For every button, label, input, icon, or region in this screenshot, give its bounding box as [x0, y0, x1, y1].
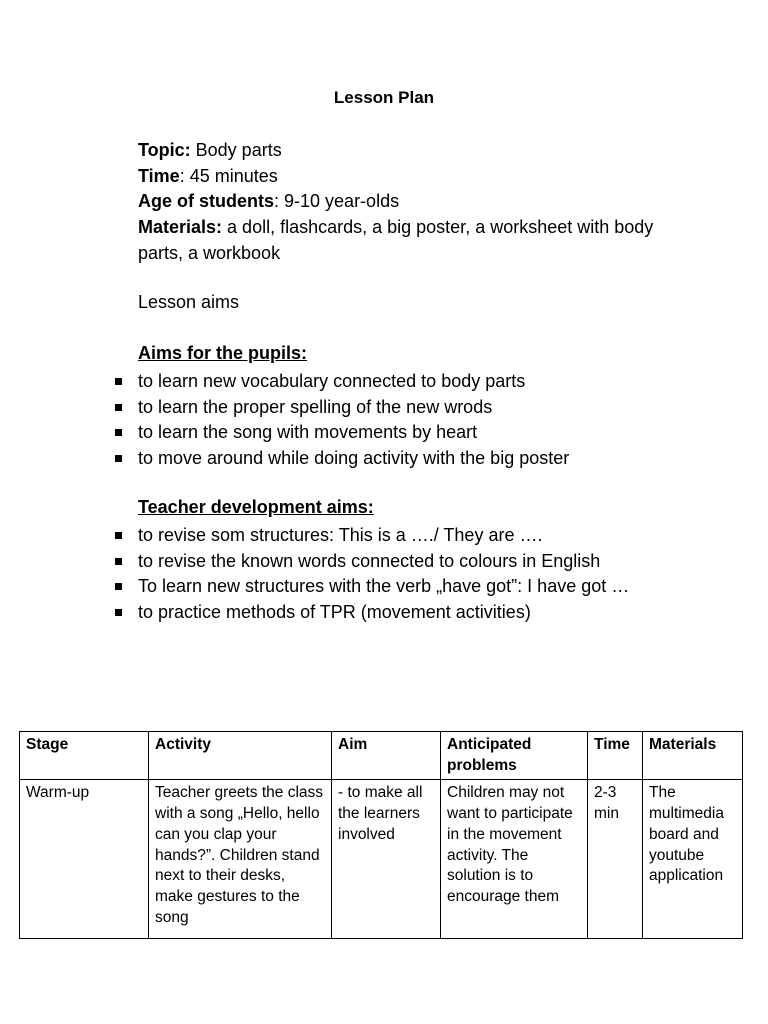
cell-anticipated-problems: Children may not want to participate in the movement activity. The solution is to encourage them: [441, 780, 588, 939]
page-title: Lesson Plan: [333, 88, 435, 107]
list-item: to practice methods of TPR (movement activities): [0, 600, 629, 626]
list-item: to learn new vocabulary connected to body parts: [0, 369, 569, 395]
cell-time: 2-3 min: [588, 780, 643, 939]
table-row: [20, 780, 743, 939]
time-line: [138, 164, 658, 190]
materials-line: [138, 215, 658, 266]
header-time: Time: [588, 732, 643, 780]
list-item: to learn the song with movements by heart: [0, 420, 569, 446]
lesson-plan-table: [19, 731, 743, 939]
materials-value: a doll, flashcards, a big poster, a worksheet with body parts, a workbook: [138, 217, 654, 263]
bullet-icon: [115, 583, 122, 590]
bullet-icon: [115, 455, 122, 462]
lesson-aims-label: Lesson aims: [138, 292, 240, 312]
topic-line: [138, 138, 658, 164]
list-item: to learn the proper spelling of the new wrods: [0, 395, 569, 421]
age-line: [138, 189, 658, 215]
pupil-aims-list: [0, 369, 569, 472]
materials-label: Materials:: [138, 217, 223, 238]
time-label: Time: [138, 165, 180, 186]
cell-activity: Teacher greets the class with a song „Hello, hello can you clap your hands?”. Children stand next to their desks, make gestures to the song: [149, 780, 332, 939]
cell-aim: - to make all the learners involved: [332, 780, 441, 939]
bullet-icon: [115, 558, 122, 565]
list-item: to revise som structures: This is a …./ They are ….: [0, 523, 629, 549]
header-aim: Aim: [332, 732, 441, 780]
pupil-aims-heading: Aims for the pupils:: [138, 343, 308, 363]
header-anticipated-problems: Anticipated problems: [441, 732, 588, 780]
cell-stage: Warm-up: [20, 780, 149, 939]
lesson-info: [138, 138, 658, 267]
list-item: To learn new structures with the verb „have got”: I have got …: [0, 574, 629, 600]
bullet-icon: [115, 404, 122, 411]
bullet-icon: [115, 378, 122, 385]
table-header-row: [20, 732, 743, 780]
cell-materials: The multimedia board and youtube application: [643, 780, 743, 939]
bullet-icon: [115, 429, 122, 436]
header-activity: Activity: [149, 732, 332, 780]
time-value: : 45 minutes: [179, 165, 278, 186]
bullet-icon: [115, 532, 122, 539]
teacher-aims-list: [0, 523, 629, 626]
list-item: to move around while doing activity with the big poster: [0, 446, 569, 472]
list-item: to revise the known words connected to colours in English: [0, 549, 629, 575]
topic-label: Topic:: [138, 140, 191, 160]
bullet-icon: [115, 609, 122, 616]
header-stage: Stage: [20, 732, 149, 780]
header-materials: Materials: [643, 732, 743, 780]
topic-value: Body parts: [190, 140, 282, 160]
teacher-aims-heading: Teacher development aims:: [138, 497, 374, 517]
age-label: Age of students: [138, 191, 275, 212]
age-value: : 9-10 year-olds: [274, 191, 400, 212]
